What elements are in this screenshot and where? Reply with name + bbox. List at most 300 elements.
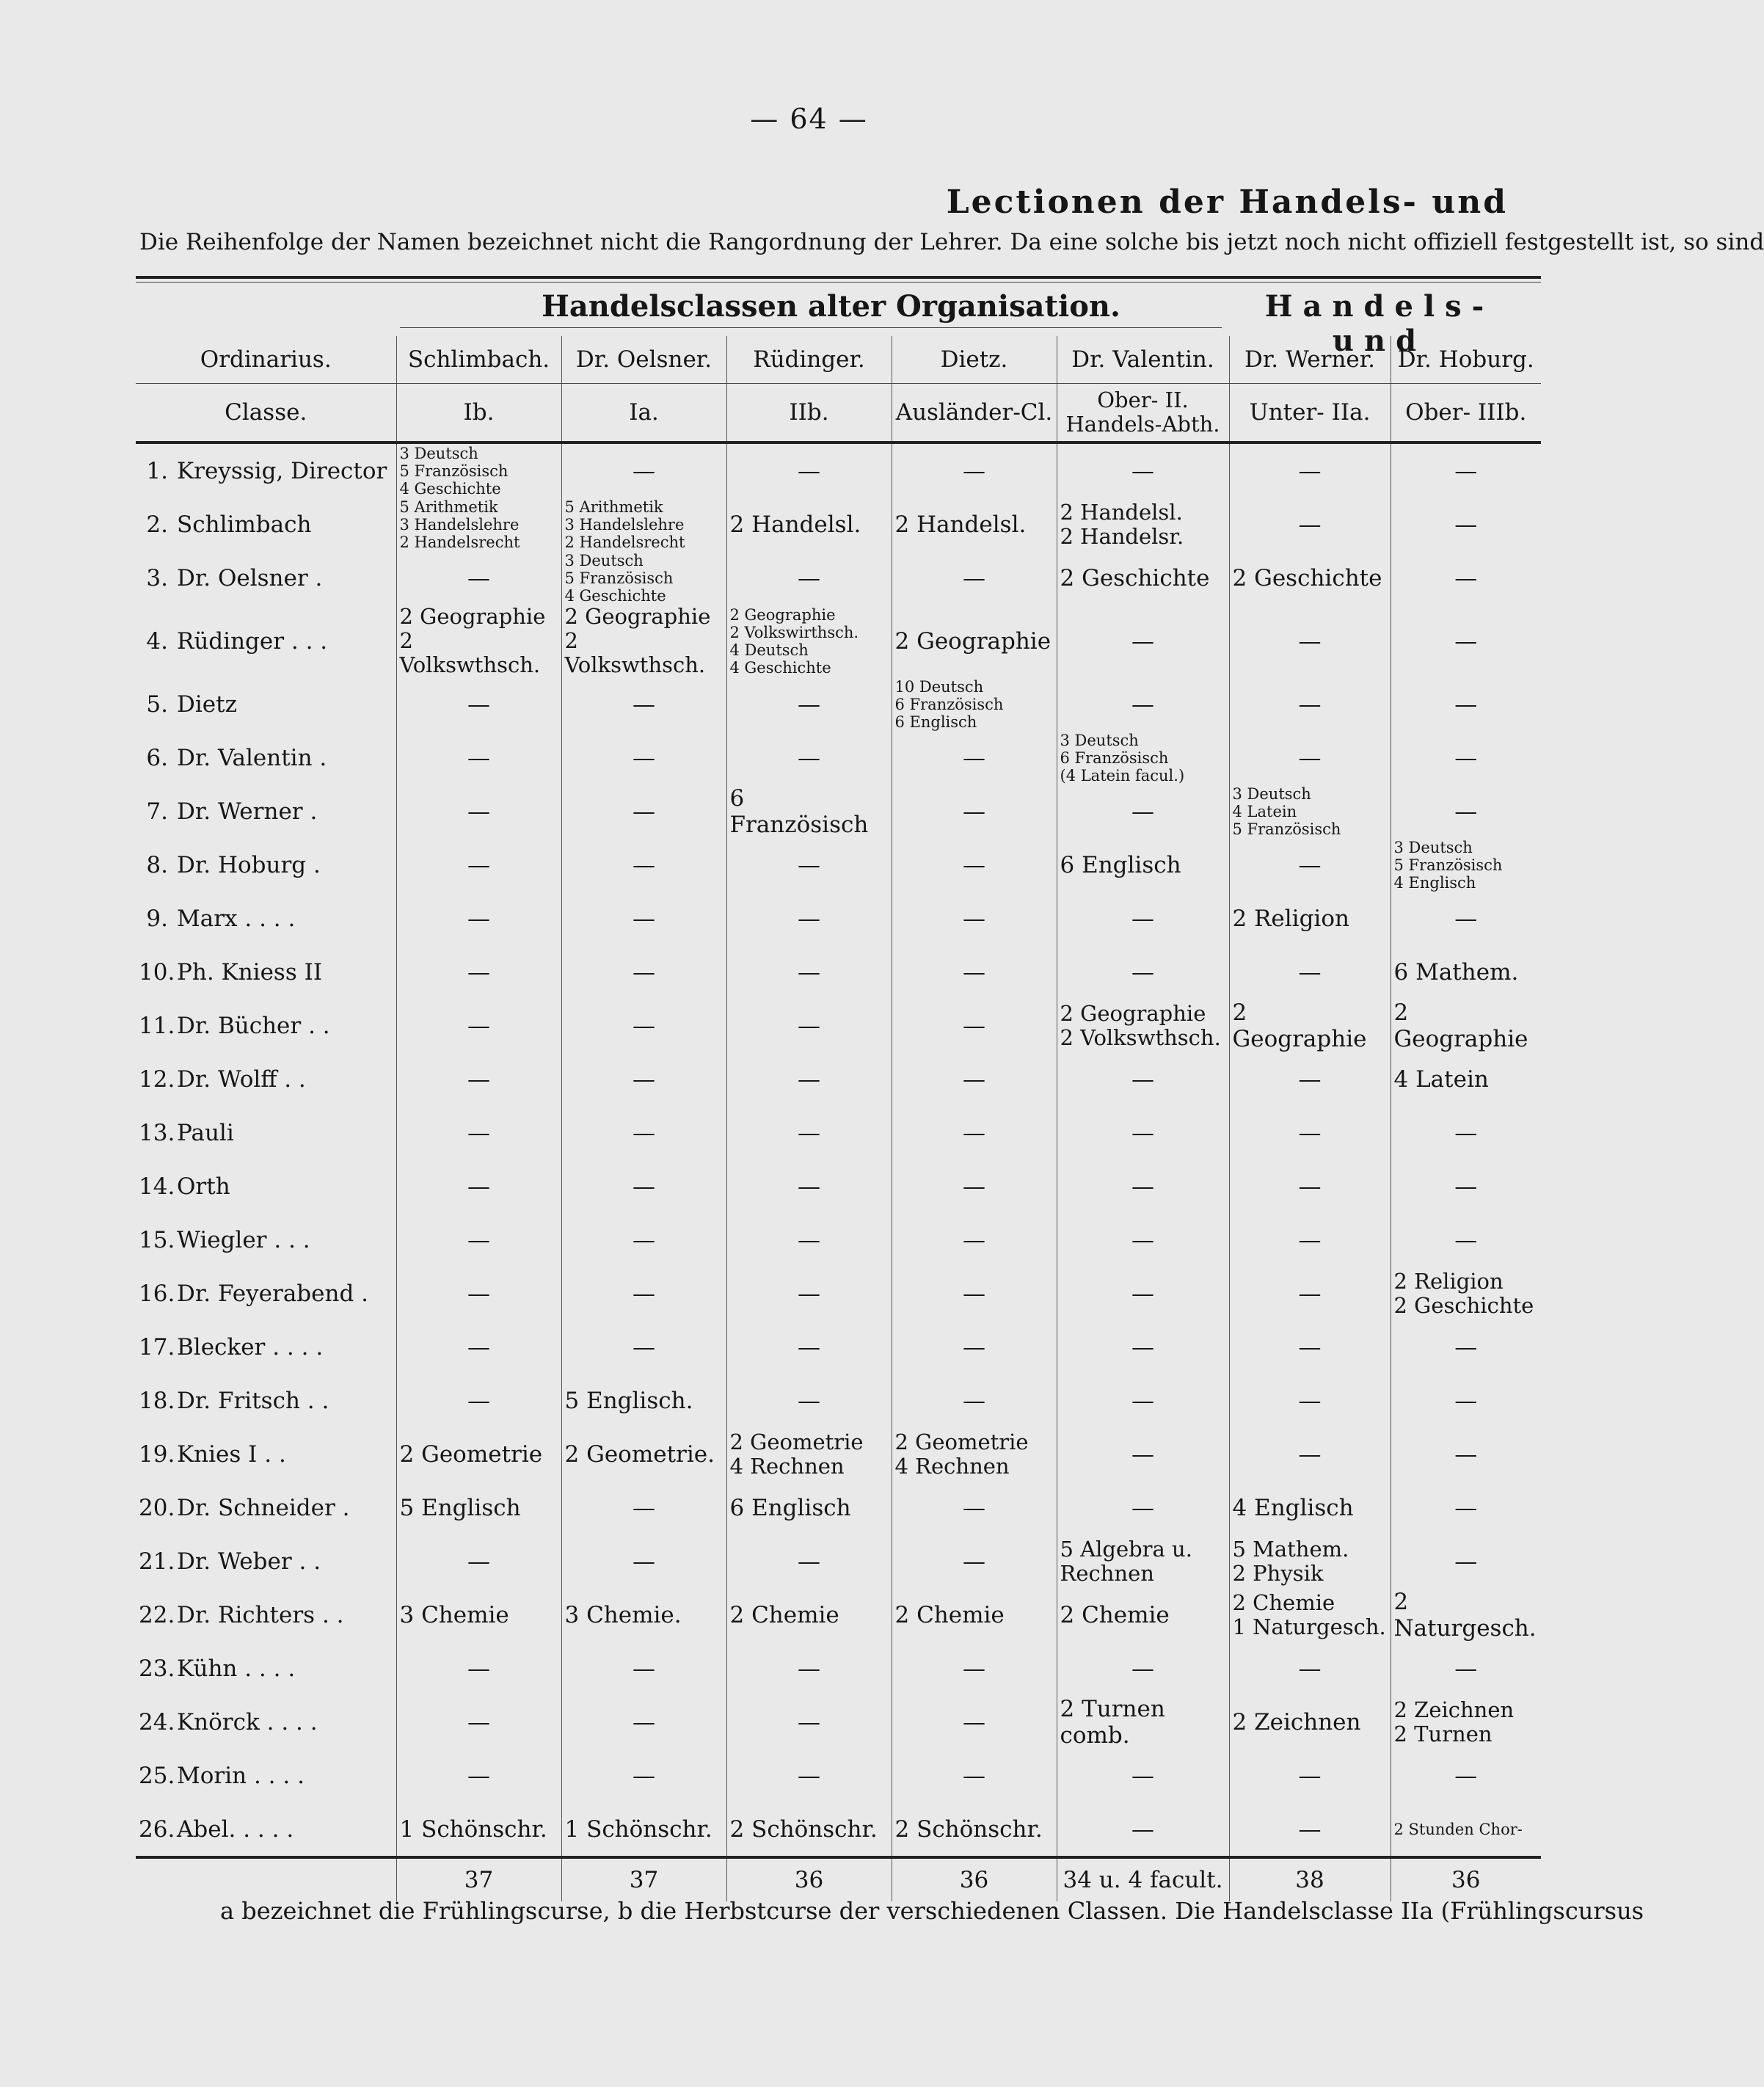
lesson-cell: — <box>726 442 892 498</box>
lesson-cell: — <box>1229 1213 1391 1267</box>
lesson-cell: 3 Deutsch 5 Französisch 4 Geschichte <box>561 551 726 605</box>
group-heading-old-organisation: Handelsclassen alter Organisation. <box>542 289 1120 324</box>
lesson-cell: 2 Stunden Chor- <box>1391 1802 1541 1857</box>
lesson-cell: — <box>892 1106 1057 1159</box>
lesson-cell: — <box>1229 731 1391 784</box>
lesson-cell: 2 Geometrie. <box>561 1427 726 1481</box>
teacher-cell <box>136 677 396 731</box>
lesson-cell: 2 Chemie <box>892 1588 1057 1642</box>
lesson-cell: — <box>1391 1749 1541 1802</box>
lesson-cell: — <box>396 1695 561 1749</box>
lesson-cell: 2 Handelsl. <box>726 498 892 551</box>
total-cell: 38 <box>1229 1857 1391 1901</box>
ordinarius-cell: Dr. Oelsner. <box>561 336 726 384</box>
lesson-cell: — <box>726 1749 892 1802</box>
teacher-name: Dr. Werner . <box>177 798 318 825</box>
total-cell: 36 <box>1391 1857 1541 1901</box>
lesson-cell: — <box>892 1695 1057 1749</box>
class-header-row <box>136 384 1541 443</box>
lesson-cell: — <box>726 1374 892 1427</box>
table-row <box>136 999 1541 1052</box>
teacher-name: Dr. Valentin . <box>177 744 327 771</box>
lesson-cell: — <box>1057 1213 1229 1267</box>
teacher-name: Dr. Richters . . <box>177 1601 344 1628</box>
lessons-body <box>136 442 1541 1901</box>
lesson-cell: 2 Geschichte <box>1057 551 1229 605</box>
lesson-cell: — <box>396 1159 561 1213</box>
table-row <box>136 838 1541 892</box>
teacher-cell <box>136 1213 396 1267</box>
lesson-cell: 3 Chemie. <box>561 1588 726 1642</box>
teacher-name: Wiegler . . . <box>177 1226 310 1253</box>
lesson-cell: — <box>561 731 726 784</box>
teacher-cell <box>136 1588 396 1642</box>
lesson-cell: — <box>396 1374 561 1427</box>
lesson-cell: — <box>1057 605 1229 677</box>
teacher-cell <box>136 498 396 551</box>
table-row <box>136 1213 1541 1267</box>
teacher-name: Knörck . . . . <box>177 1708 318 1735</box>
lesson-cell: — <box>1229 1320 1391 1374</box>
lesson-cell: 2 Naturgesch. <box>1391 1588 1541 1642</box>
lesson-cell: — <box>726 1695 892 1749</box>
lesson-cell: — <box>1057 945 1229 999</box>
ordinarius-label: Ordinarius. <box>136 336 396 384</box>
lesson-cell: 3 Chemie <box>396 1588 561 1642</box>
lesson-cell: 2 Religion <box>1229 892 1391 945</box>
lesson-cell: 2 Geographie 2 Volkswthsch. <box>396 605 561 677</box>
lesson-cell: — <box>1229 605 1391 677</box>
table-row <box>136 551 1541 605</box>
totals-label <box>136 1857 396 1901</box>
group-heading-new: Handels- und <box>1264 289 1495 358</box>
teacher-name: Dr. Weber . . <box>177 1548 321 1575</box>
lesson-cell: — <box>1057 1427 1229 1481</box>
lesson-cell: 1 Schönschr. <box>561 1802 726 1857</box>
class-cell: Unter- IIa. <box>1229 384 1391 443</box>
table-row <box>136 784 1541 838</box>
lesson-cell: 6 Französisch <box>726 784 892 838</box>
row-number: 17. <box>139 1333 175 1361</box>
teacher-cell <box>136 1695 396 1749</box>
lesson-cell: — <box>396 838 561 892</box>
teacher-cell <box>136 551 396 605</box>
lesson-cell: — <box>1057 1802 1229 1857</box>
lesson-cell: 2 Chemie <box>726 1588 892 1642</box>
lesson-cell: — <box>561 945 726 999</box>
table-row <box>136 1481 1541 1534</box>
lesson-cell: — <box>726 1213 892 1267</box>
row-number: 20. <box>139 1494 175 1521</box>
lesson-cell: — <box>1229 838 1391 892</box>
teacher-name: Rüdinger . . . <box>177 627 328 655</box>
lesson-cell: — <box>1391 677 1541 731</box>
rule-heavy <box>136 276 1541 279</box>
row-number: 26. <box>139 1815 175 1843</box>
lesson-cell: — <box>1391 442 1541 498</box>
lesson-cell: — <box>892 1159 1057 1213</box>
row-number: 18. <box>139 1387 175 1414</box>
lesson-cell: — <box>1057 892 1229 945</box>
lesson-cell: 2 Geographie 2 Volkswthsch. <box>1057 999 1229 1052</box>
row-number: 5. <box>146 691 168 718</box>
teacher-cell <box>136 1481 396 1534</box>
lesson-cell: — <box>726 999 892 1052</box>
teacher-name: Dr. Fritsch . . <box>177 1387 329 1414</box>
row-number: 16. <box>139 1280 175 1307</box>
ordinarius-cell: Dr. Werner. <box>1229 336 1391 384</box>
teacher-cell <box>136 1320 396 1374</box>
lesson-cell: — <box>1057 1642 1229 1695</box>
teacher-cell <box>136 784 396 838</box>
lesson-cell: — <box>726 1534 892 1588</box>
lesson-cell: — <box>561 838 726 892</box>
lesson-cell: — <box>396 892 561 945</box>
lesson-cell: — <box>396 945 561 999</box>
lesson-cell: — <box>1391 1106 1541 1159</box>
row-number: 19. <box>139 1440 175 1468</box>
row-number: 8. <box>146 851 168 878</box>
lesson-cell: 2 Zeichnen 2 Turnen <box>1391 1695 1541 1749</box>
lesson-cell: — <box>561 1213 726 1267</box>
lesson-cell: — <box>396 784 561 838</box>
lesson-cell: — <box>396 731 561 784</box>
teacher-name: Dietz <box>177 691 237 718</box>
table-row <box>136 605 1541 677</box>
lesson-cell: — <box>1057 1481 1229 1534</box>
table-row <box>136 1427 1541 1481</box>
lesson-cell: — <box>892 1534 1057 1588</box>
teacher-cell <box>136 1106 396 1159</box>
lesson-cell: — <box>1229 1159 1391 1213</box>
row-number: 2. <box>146 511 168 538</box>
table-row <box>136 677 1541 731</box>
lesson-cell: — <box>561 442 726 498</box>
lesson-cell: — <box>396 1267 561 1320</box>
lesson-cell: — <box>1229 945 1391 999</box>
lesson-cell: — <box>1391 1213 1541 1267</box>
table-row <box>136 498 1541 551</box>
lesson-cell: — <box>726 945 892 999</box>
lesson-cell: 2 Geometrie 4 Rechnen <box>892 1427 1057 1481</box>
lesson-cell: — <box>396 1106 561 1159</box>
lesson-cell: 2 Geschichte <box>1229 551 1391 605</box>
lesson-cell: 2 Handelsl. <box>892 498 1057 551</box>
ordinarius-cell: Dietz. <box>892 336 1057 384</box>
group-underline <box>400 327 1222 328</box>
lesson-cell: — <box>726 551 892 605</box>
teacher-cell <box>136 1159 396 1213</box>
lesson-cell: — <box>892 1642 1057 1695</box>
row-number: 25. <box>139 1762 175 1789</box>
lesson-cell: — <box>892 1320 1057 1374</box>
lesson-cell: 2 Schönschr. <box>892 1802 1057 1857</box>
teacher-name: Dr. Wolff . . <box>177 1066 306 1093</box>
lesson-cell: — <box>396 1534 561 1588</box>
lesson-cell: 6 Englisch <box>1057 838 1229 892</box>
lesson-cell: 2 Chemie 1 Naturgesch. <box>1229 1588 1391 1642</box>
total-cell: 37 <box>396 1857 561 1901</box>
lesson-cell: — <box>561 1320 726 1374</box>
lesson-cell: — <box>561 1106 726 1159</box>
lesson-cell: 2 Turnen comb. <box>1057 1695 1229 1749</box>
lesson-cell: — <box>726 1642 892 1695</box>
lesson-cell: — <box>892 731 1057 784</box>
row-number: 22. <box>139 1601 175 1628</box>
lesson-cell: — <box>726 1320 892 1374</box>
table-row <box>136 1695 1541 1749</box>
lesson-cell: — <box>561 1052 726 1106</box>
lesson-cell: 5 Englisch <box>396 1481 561 1534</box>
table-row <box>136 892 1541 945</box>
lesson-cell: 3 Deutsch 4 Latein 5 Französisch <box>1229 784 1391 838</box>
row-number: 21. <box>139 1548 175 1575</box>
lesson-cell: — <box>1391 605 1541 677</box>
lesson-cell: — <box>892 551 1057 605</box>
lesson-cell: — <box>1391 1534 1541 1588</box>
teacher-cell <box>136 442 396 498</box>
row-number: 3. <box>146 564 168 591</box>
teacher-name: Marx . . . . <box>177 905 296 932</box>
lesson-cell: 5 Arithmetik 3 Handelslehre 2 Handelsrecht <box>396 498 561 551</box>
lesson-cell: — <box>1057 784 1229 838</box>
lesson-cell: — <box>1229 442 1391 498</box>
lesson-cell: 2 Geographie 2 Volkswthsch. <box>561 605 726 677</box>
teacher-cell <box>136 605 396 677</box>
lesson-cell: 2 Geographie <box>1229 999 1391 1052</box>
lesson-cell: — <box>1229 677 1391 731</box>
lesson-cell: — <box>1057 1267 1229 1320</box>
teacher-cell <box>136 838 396 892</box>
lesson-cell: 1 Schönschr. <box>396 1802 561 1857</box>
table-row <box>136 1320 1541 1374</box>
class-cell: Ober- IIIb. <box>1391 384 1541 443</box>
lesson-cell: — <box>396 999 561 1052</box>
lesson-cell: — <box>892 442 1057 498</box>
lesson-cell: — <box>561 1159 726 1213</box>
teacher-name: Knies I . . <box>177 1440 286 1468</box>
table-row <box>136 1052 1541 1106</box>
lesson-cell: — <box>892 1749 1057 1802</box>
row-number: 9. <box>146 905 168 932</box>
lesson-cell: 2 Handelsl. 2 Handelsr. <box>1057 498 1229 551</box>
lesson-cell: 2 Geometrie 4 Rechnen <box>726 1427 892 1481</box>
lesson-cell: 2 Geographie 2 Volkswirthsch. 4 Deutsch 4 Geschichte <box>726 605 892 677</box>
lesson-cell: — <box>726 677 892 731</box>
lesson-cell: — <box>1391 551 1541 605</box>
lesson-cell: 6 Mathem. <box>1391 945 1541 999</box>
class-cell: Ausländer-Cl. <box>892 384 1057 443</box>
total-cell: 36 <box>726 1857 892 1901</box>
lesson-cell: — <box>396 1749 561 1802</box>
lesson-cell: — <box>892 1481 1057 1534</box>
lesson-cell: 2 Schönschr. <box>726 1802 892 1857</box>
teacher-cell <box>136 945 396 999</box>
lesson-cell: 2 Chemie <box>1057 1588 1229 1642</box>
lesson-cell: — <box>1229 498 1391 551</box>
table-row <box>136 1159 1541 1213</box>
ordinarius-cell: Dr. Valentin. <box>1057 336 1229 384</box>
totals-row <box>136 1857 1541 1901</box>
lesson-cell: — <box>396 677 561 731</box>
teacher-cell <box>136 999 396 1052</box>
row-number: 13. <box>139 1119 175 1146</box>
class-cell: Ober- II. Handels-Abth. <box>1057 384 1229 443</box>
lesson-cell: 2 Religion 2 Geschichte <box>1391 1267 1541 1320</box>
lesson-cell: — <box>892 838 1057 892</box>
row-number: 7. <box>146 798 168 825</box>
lesson-cell: — <box>1229 1106 1391 1159</box>
lesson-cell: — <box>1391 1320 1541 1374</box>
lesson-cell: — <box>892 999 1057 1052</box>
total-cell: 36 <box>892 1857 1057 1901</box>
teacher-name: Pauli <box>177 1119 234 1146</box>
lesson-cell: — <box>1391 784 1541 838</box>
row-number: 10. <box>139 958 175 986</box>
lesson-cell: — <box>1391 1642 1541 1695</box>
lesson-cell: — <box>892 1052 1057 1106</box>
rule-thin <box>136 282 1541 283</box>
total-cell: 37 <box>561 1857 726 1901</box>
lesson-cell: — <box>561 677 726 731</box>
row-number: 14. <box>139 1173 175 1200</box>
lesson-cell: — <box>396 1320 561 1374</box>
lesson-cell: — <box>561 1534 726 1588</box>
class-cell: Ia. <box>561 384 726 443</box>
lesson-cell: — <box>1057 1320 1229 1374</box>
lesson-cell: 2 Geographie <box>1391 999 1541 1052</box>
teacher-cell <box>136 1427 396 1481</box>
teacher-cell <box>136 1052 396 1106</box>
teacher-cell <box>136 1749 396 1802</box>
lesson-cell: — <box>1391 1481 1541 1534</box>
teacher-name: Schlimbach <box>177 511 312 538</box>
lesson-cell: — <box>1229 1374 1391 1427</box>
lesson-cell: — <box>396 1052 561 1106</box>
lesson-cell: — <box>892 1267 1057 1320</box>
lesson-cell: 2 Zeichnen <box>1229 1695 1391 1749</box>
row-number: 6. <box>146 744 168 771</box>
lesson-cell: — <box>892 892 1057 945</box>
row-number: 24. <box>139 1708 175 1735</box>
lesson-cell: — <box>1229 1052 1391 1106</box>
lesson-cell: — <box>1391 498 1541 551</box>
lesson-cell: 3 Deutsch 6 Französisch (4 Latein facul.) <box>1057 731 1229 784</box>
teacher-name: Abel. . . . . <box>177 1815 294 1843</box>
teacher-name: Dr. Feyerabend . <box>177 1280 369 1307</box>
teacher-cell <box>136 892 396 945</box>
lesson-cell: — <box>1229 1642 1391 1695</box>
lesson-cell: — <box>726 838 892 892</box>
lesson-cell: — <box>1057 1159 1229 1213</box>
lesson-cell: 2 Geometrie <box>396 1427 561 1481</box>
lesson-cell: 5 Algebra u. Rechnen <box>1057 1534 1229 1588</box>
teacher-name: Dr. Schneider . <box>177 1494 350 1521</box>
row-number: 15. <box>139 1226 175 1253</box>
lesson-cell: — <box>561 1481 726 1534</box>
lessons-table <box>136 336 1541 1901</box>
teacher-name: Blecker . . . . <box>177 1333 324 1361</box>
lesson-cell: — <box>726 1052 892 1106</box>
lesson-cell: 5 Arithmetik 3 Handelslehre 2 Handelsrecht <box>561 498 726 551</box>
page-number: — 64 — <box>750 103 868 135</box>
table-row <box>136 1802 1541 1857</box>
lesson-cell: 2 Geographie <box>892 605 1057 677</box>
teacher-name: Orth <box>177 1173 230 1200</box>
class-cell: Ib. <box>396 384 561 443</box>
table-row <box>136 1106 1541 1159</box>
lesson-cell: — <box>561 892 726 945</box>
teacher-cell <box>136 1267 396 1320</box>
row-number: 11. <box>139 1012 175 1039</box>
lesson-cell: — <box>1229 1802 1391 1857</box>
lesson-cell: — <box>561 1267 726 1320</box>
teacher-name: Kühn . . . . <box>177 1655 296 1682</box>
table-row <box>136 1642 1541 1695</box>
lesson-cell: 4 Latein <box>1391 1052 1541 1106</box>
lesson-cell: — <box>726 892 892 945</box>
lesson-cell: — <box>1057 1106 1229 1159</box>
lesson-cell: 6 Englisch <box>726 1481 892 1534</box>
footnote: a bezeichnet die Frühlingscurse, b die Herbstcurse der verschiedenen Classen. Die Handelsclasse IIa (Frühlingscursus <box>220 1897 1644 1925</box>
lesson-cell: 4 Englisch <box>1229 1481 1391 1534</box>
table-row <box>136 945 1541 999</box>
lesson-cell: — <box>726 1159 892 1213</box>
lesson-cell: — <box>1057 677 1229 731</box>
lesson-cell: — <box>1391 1374 1541 1427</box>
lesson-cell: — <box>396 1213 561 1267</box>
lesson-cell: — <box>726 1106 892 1159</box>
teacher-name: Dr. Oelsner . <box>177 564 323 591</box>
lesson-cell: — <box>561 1642 726 1695</box>
classe-label: Classe. <box>136 384 396 443</box>
table-row <box>136 1267 1541 1320</box>
teacher-cell <box>136 731 396 784</box>
lesson-cell: 3 Deutsch 5 Französisch 4 Geschichte <box>396 442 561 498</box>
lesson-cell: — <box>892 1374 1057 1427</box>
teacher-name: Kreyssig, Director <box>177 457 387 484</box>
lesson-cell: — <box>1391 731 1541 784</box>
ordinarius-cell: Rüdinger. <box>726 336 892 384</box>
lesson-cell: — <box>892 784 1057 838</box>
lesson-cell: — <box>1229 1427 1391 1481</box>
teacher-name: Dr. Bücher . . <box>177 1012 330 1039</box>
row-number: 12. <box>139 1066 175 1093</box>
lesson-cell: — <box>892 945 1057 999</box>
lesson-cell: — <box>1391 892 1541 945</box>
row-number: 1. <box>146 457 168 484</box>
lesson-cell: — <box>1229 1267 1391 1320</box>
lesson-cell: 5 Mathem. 2 Physik <box>1229 1534 1391 1588</box>
lesson-cell: — <box>1391 1427 1541 1481</box>
ordinarius-cell: Schlimbach. <box>396 336 561 384</box>
table-row <box>136 731 1541 784</box>
lesson-cell: — <box>396 551 561 605</box>
lesson-cell: — <box>561 1695 726 1749</box>
lesson-cell: — <box>1057 1374 1229 1427</box>
table-row <box>136 1534 1541 1588</box>
lesson-cell: — <box>1057 1749 1229 1802</box>
class-cell: IIb. <box>726 384 892 443</box>
teacher-name: Morin . . . . <box>177 1762 305 1789</box>
lesson-cell: — <box>892 1213 1057 1267</box>
table-row <box>136 1374 1541 1427</box>
teacher-name: Ph. Kniess II <box>177 958 323 986</box>
lesson-cell: — <box>561 784 726 838</box>
ordinarius-header-row <box>136 336 1541 384</box>
lesson-cell: — <box>561 999 726 1052</box>
teacher-cell <box>136 1642 396 1695</box>
